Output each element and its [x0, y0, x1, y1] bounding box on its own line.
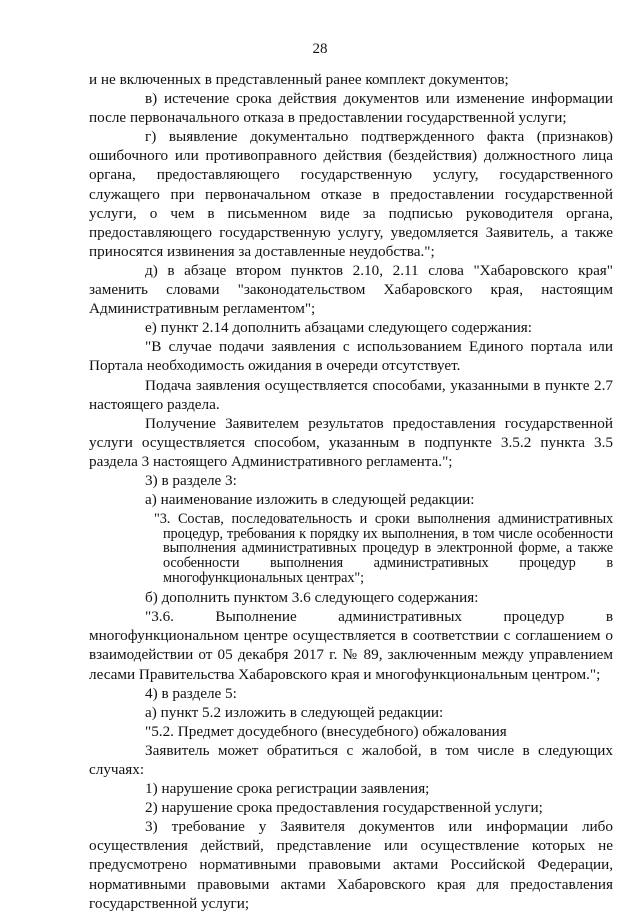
list-item-1: 1) нарушение срока регистрации заявления; — [145, 780, 430, 798]
paragraph-item-a-name: а) наименование изложить в следующей редакции: — [145, 491, 475, 509]
paragraph-complaint-cases: Заявитель может обратиться с жалобой, в том числе в следующих случаях: — [89, 741, 613, 778]
quoted-section-title: "3. Состав, последовательность и сроки выполнения административных процедур, требования к порядку их выполнения, в том числе особенности выполнения административных процедур в электронной форме, а также особенности выполнения административных процедур в многофункциональных центрах"; — [154, 511, 613, 586]
paragraph-continuation: и не включенных в представленный ранее комплект документов; — [89, 71, 509, 88]
paragraph-item-d: д) в абзаце втором пунктов 2.10, 2.11 слова "Хабаровского края" заменить словами "законодательством Хабаровского края, настоящим Административным регламентом"; — [89, 261, 613, 318]
paragraph-item-a-5-2: а) пункт 5.2 изложить в следующей редакции: — [145, 703, 444, 721]
paragraph-submission: Подача заявления осуществляется способами, указанными в пункте 2.7 настоящего раздела. — [89, 376, 613, 413]
paragraph-item-e: е) пункт 2.14 дополнить абзацами следующего содержания: — [145, 319, 532, 337]
paragraph-result: Получение Заявителем результатов предоставления государственной услуги осуществляется способом, указанным в подпункте 3.5.2 пункта 3.5 раздела 3 настоящего Административного регламента."; — [89, 414, 613, 470]
paragraph-quote-portal: "В случае подачи заявления с использованием Единого портала или Портала необходимость ожидания в очереди отсутствует. — [89, 338, 613, 375]
list-item-2: 2) нарушение срока предоставления государственной услуги; — [145, 799, 543, 817]
page-number: 28 — [312, 41, 328, 57]
paragraph-item-b: б) дополнить пунктом 3.6 следующего содержания: — [145, 589, 479, 607]
document-body — [89, 70, 613, 913]
paragraph-section-5: 4) в разделе 5: — [145, 684, 237, 702]
paragraph-item-g: г) выявление документально подтвержденного факта (признаков) ошибочного или противоправного действия (бездействия) должностного лица органа, предоставляющего государственную услугу, государственного служащего при первоначальном отказе в предоставлении государственной услуги, о чем в письменном виде за подписью руководителя органа, предоставляющего государственную услугу, уведомляется Заявитель, а также приносятся извинения за доставленные неудобства."; — [89, 128, 613, 260]
paragraph-item-3-6: "3.6. Выполнение административных процедур в многофункциональном центре осуществляется в соответствии с соглашением о взаимодействии от 05 декабря 2017 г. № 89, заключенным между управлением лесами Правительства Хабаровского края и многофункциональным центром."; — [89, 608, 613, 683]
paragraph-subject-heading: "5.2. Предмет досудебного (внесудебного) обжалования — [145, 722, 507, 740]
paragraph-section-3: 3) в разделе 3: — [145, 471, 237, 489]
list-item-3: 3) требование у Заявителя документов или информации либо осуществления действий, представление или осуществление которых не предусмотрено нормативными правовыми актами Российской Федерации, нормативными правовыми актами Хабаровского края для предоставления государственной услуги; — [89, 818, 613, 912]
paragraph-item-v: в) истечение срока действия документов или изменение информации после первоначального отказа в предоставлении государственной услуги; — [89, 90, 613, 127]
